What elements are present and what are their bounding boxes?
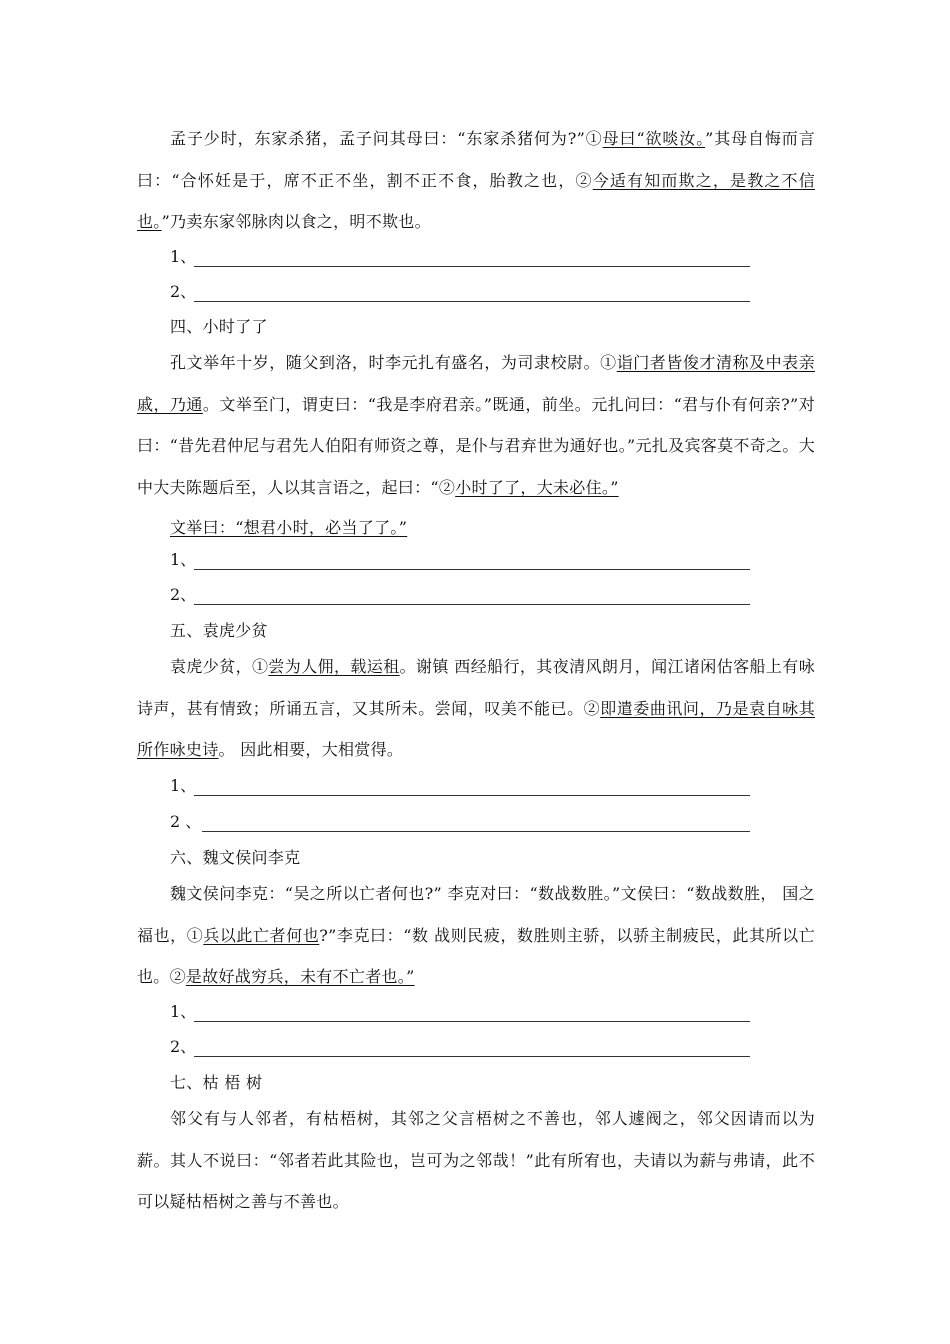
passage-kong-wenju <box>137 342 815 508</box>
passage-text: ?”李克曰：“数 战则民疲，数胜则主骄，以骄主制疲民，此其所以亡也。② <box>137 925 815 986</box>
passage-text: 孔文举年十岁，随父到洛，时李元扎有盛名，为司隶校尉。① <box>170 353 617 372</box>
answer-line-1[interactable] <box>170 774 750 798</box>
answer-line-1[interactable] <box>170 548 750 572</box>
answer-line-2[interactable] <box>170 1035 750 1059</box>
answer-line-2[interactable] <box>170 280 750 304</box>
answer-line-2[interactable] <box>170 583 750 607</box>
answer-number: 1、 <box>170 247 197 266</box>
answer-number: 1、 <box>170 550 197 569</box>
passage-text: 魏文侯问李克：“吴之所以亡者何也?” 李克对曰：“数战数胜。”文侯曰：“数战数胜， 国之福也，① <box>137 884 815 945</box>
underlined-sentence-2: 小时了了，大未必住。” <box>455 477 619 497</box>
answer-number: 1、 <box>170 1002 197 1021</box>
answer-number: 2、 <box>170 585 197 604</box>
answer-line-2[interactable] <box>170 810 750 834</box>
section-heading: 四、小时了了 <box>170 317 268 336</box>
answer-number: 2、 <box>170 282 197 301</box>
answer-underline <box>194 1021 750 1022</box>
passage-text: 。谢镇 西经船行，其夜清风朗月，闻江诸闲估客船上有咏诗声，甚有情致；所诵五言，又其所未。尝闻，叹美不能已。② <box>137 657 815 718</box>
answer-underline <box>194 301 750 302</box>
passage-text: 邻父有与人邻者，有枯梧树，其邻之父言梧树之不善也，邻人遽阀之，邻父因请而以为薪。其人不说曰：“邻者若此其险也，岂可为之邻哉！”此有所宥也，夫请以为薪与弗请，此不可以疑枯梧树之善与不善也。 <box>137 1109 815 1211</box>
answer-number: 2 、 <box>170 812 202 831</box>
answer-underline <box>194 795 750 796</box>
answer-line-1[interactable] <box>170 1000 750 1024</box>
passage-text: 。 因此相要，大相赏得。 <box>218 740 404 759</box>
passage-text: 。文举至门，谓吏曰：“我是李府君亲。”既通，前坐。元扎问曰：“君与仆有何亲?”对曰：“昔先君仲尼与君先人伯阳有师资之尊，是仆与君弃世为通好也。”元扎及宾客莫不奇之。大中大夫陈题后至，人以其言语之，起曰：“② <box>137 394 815 497</box>
underlined-sentence-3: 文举曰：“想君小时，必当了了。 <box>170 518 399 537</box>
passage-text: ”其母自悔而言曰：“合怀妊是于，席不正不坐，割不正不食，胎教之也，② <box>137 129 816 190</box>
answer-number: 2、 <box>170 1037 197 1056</box>
underlined-sentence-1: 诣门者皆俊才清称及中表亲戚，乃通 <box>137 353 815 414</box>
section-heading: 六、魏文侯问李克 <box>170 848 301 867</box>
section-heading: 七、枯 梧 树 <box>170 1073 263 1092</box>
answer-underline <box>194 266 750 267</box>
answer-underline <box>194 1056 750 1057</box>
answer-underline <box>202 831 750 832</box>
passage-text: 孟子少时，东家杀猪，孟子问其母曰：“东家杀猪何为?”① <box>170 129 603 148</box>
passage-yuan-hu <box>137 646 815 771</box>
passage-text: ”乃卖东家邻脉肉以食之，明不欺也。 <box>161 212 431 231</box>
answer-line-1[interactable] <box>170 245 750 269</box>
underlined-sentence-1: 尝为人佣，载运租 <box>268 657 400 676</box>
underlined-sentence-1: 母曰“欲啖汝。 <box>602 129 706 148</box>
underlined-sentence-2: 是故好战穷兵，未有不亡者也。” <box>185 967 415 986</box>
underlined-sentence-2: 今适有知而欺之，是教之不信也。 <box>137 170 816 231</box>
answer-underline <box>194 569 750 570</box>
underlined-sentence-2: 即遣委曲讯问，乃是袁自咏其所作咏史诗 <box>137 698 815 759</box>
passage-wei-wenhou <box>137 873 815 998</box>
passage-text: ” <box>398 518 408 537</box>
passage-dead-tree <box>137 1098 815 1223</box>
passage-kong-wenju-end <box>137 507 815 549</box>
underlined-sentence-1: 兵以此亡者何也 <box>203 925 320 945</box>
passage-text: 袁虎少贫，① <box>170 657 269 676</box>
passage-mencius <box>137 118 815 243</box>
answer-underline <box>194 604 750 605</box>
answer-number: 1、 <box>170 776 197 795</box>
section-heading: 五、袁虎少贫 <box>170 621 268 640</box>
